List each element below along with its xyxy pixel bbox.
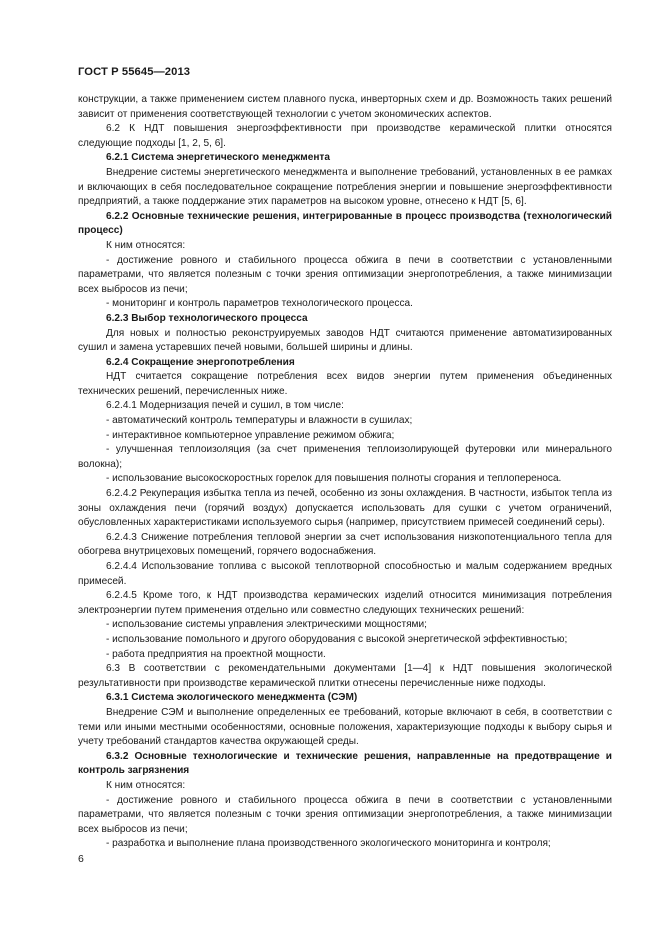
list-item: - использование высокоскоростных горелок для повышения полноты сгорания и теплопереноса. bbox=[106, 473, 562, 485]
page-number: 6 bbox=[78, 853, 84, 865]
list-item: - разработка и выполнение плана производственного экологического мониторинга и контроля; bbox=[106, 838, 551, 850]
list-item: - интерактивное компьютерное управление режимом обжига; bbox=[106, 429, 395, 441]
section-heading: 6.2.1 Система энергетического менеджмента bbox=[106, 152, 330, 164]
section-heading: 6.2.2 Основные технические решения, интегрированные в процесс производства (технологический процесс) bbox=[78, 210, 612, 237]
paragraph: 6.2.4.5 Кроме того, к НДТ производства керамических изделий относится минимизация потребления электроэнергии путем применения отдельно или совместно следующих технических решений: bbox=[78, 590, 612, 616]
list-item: - достижение ровного и стабильного процесса обжига в печи в соответствии с установленными параметрами, что является полезным с точки зрения оптимизации энергопотребления, а также минимизации всех выбросов из печи; bbox=[78, 254, 612, 295]
section-heading: 6.3.2 Основные технологические и технические решения, направленные на предотвращение и контроль загрязнения bbox=[78, 750, 612, 777]
paragraph: 6.2 К НДТ повышения энергоэффективности при производстве керамической плитки относятся следующие подходы [1, 2, 5, 6]. bbox=[78, 123, 612, 149]
list-item: - улучшенная теплоизоляция (за счет применения теплоизолирующей футеровки или минерального волокна); bbox=[78, 444, 612, 470]
section-heading: 6.2.4 Сокращение энергопотребления bbox=[106, 356, 295, 368]
paragraph: К ним относятся: bbox=[106, 779, 186, 791]
paragraph: Для новых и полностью реконструируемых заводов НДТ считаются применение автоматизированных сушил и замена устаревших печей новыми, большей ширины и длины. bbox=[78, 327, 612, 354]
list-item: - достижение ровного и стабильного процесса обжига в печи в соответствии с установленными параметрами, что является полезным с точки зрения оптимизации энергопотребления, а также минимизации всех выбросов из печи; bbox=[78, 794, 612, 835]
paragraph: 6.2.4.4 Использование топлива с высокой теплотворной способностью и малым содержанием вредных примесей. bbox=[78, 561, 612, 587]
list-item: - использование системы управления электрическими мощностями; bbox=[106, 619, 427, 631]
paragraph: 6.2.4.2 Рекуперация избытка тепла из печей, особенно из зоны охлаждения. В частности, избыток тепла из зоны охлаждения печи (горячий воздух) допускается использовать для сушки с учетом ограничений, обусловленных характеристиками используемого сырья (например, присутствием примесей соединений серы). bbox=[78, 488, 612, 529]
section-heading: 6.2.3 Выбор технологического процесса bbox=[106, 312, 308, 324]
paragraph: 6.3 В соответствии с рекомендательными документами [1—4] к НДТ повышения экологической результативности при производстве керамической плитки отнесены перечисленные ниже подходы. bbox=[78, 663, 612, 689]
list-item: - использование помольного и другого оборудования с высокой энергетической эффективностью; bbox=[106, 633, 568, 645]
paragraph: К ним относятся: bbox=[106, 239, 186, 251]
section-heading: 6.3.1 Система экологического менеджмента (СЭМ) bbox=[106, 692, 358, 704]
list-item: - мониторинг и контроль параметров технологического процесса. bbox=[106, 298, 413, 310]
paragraph: НДТ считается сокращение потребления всех видов энергии путем применения объединенных технических решений, перечисленных ниже. bbox=[78, 371, 612, 397]
list-item: - автоматический контроль температуры и влажности в сушилах; bbox=[106, 415, 413, 427]
paragraph: Внедрение системы энергетического менеджмента и выполнение требований, установленных в ее рамках и включающих в себя последовательное сокращение потребления энергии и повышение энергоэффективности предприятий, а также поддержание этих параметров на высоком уровне, отнесено к НДТ [5, 6]. bbox=[78, 166, 612, 208]
paragraph: 6.2.4.1 Модернизация печей и сушил, в том числе: bbox=[106, 400, 344, 412]
paragraph: конструкции, а также применением систем плавного пуска, инверторных схем и др. Возможность таких решений зависит от применения соответствующей технологии с учетом экономических аспектов. bbox=[78, 94, 612, 120]
paragraph: 6.2.4.3 Снижение потребления тепловой энергии за счет использования низкопотенциального тепла для обогрева внутрицеховых помещений, горячего водоснабжения. bbox=[78, 531, 612, 558]
document-body bbox=[78, 93, 612, 852]
document-header: ГОСТ Р 55645—2013 bbox=[78, 66, 191, 78]
paragraph: Внедрение СЭМ и выполнение определенных ее требований, которые включают в себя, в соответствии с теми или иными местными особенностями, основные положения, характеризующие подходы к выбору сырья и учету требований стандартов качества окружающей среды. bbox=[78, 706, 612, 748]
list-item: - работа предприятия на проектной мощности. bbox=[106, 648, 326, 660]
